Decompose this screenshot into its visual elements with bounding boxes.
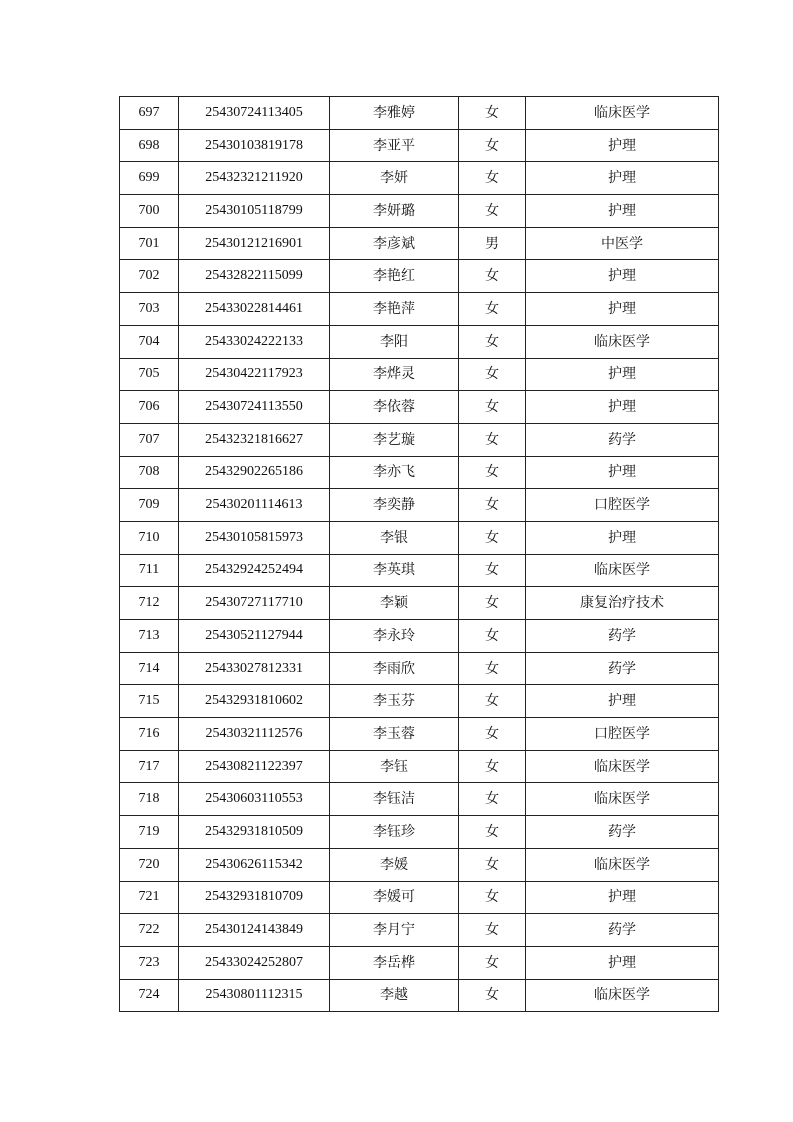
table-row [120, 97, 719, 130]
candidate-id-cell: 25430626115342 [179, 848, 330, 881]
table-row [120, 129, 719, 162]
candidate-id-cell: 25430724113405 [179, 97, 330, 130]
table-row [120, 783, 719, 816]
candidate-id-cell: 25430105118799 [179, 195, 330, 228]
candidate-id-cell: 25432321816627 [179, 423, 330, 456]
candidate-id-cell: 25432822115099 [179, 260, 330, 293]
candidate-id-cell: 25432931810602 [179, 685, 330, 718]
candidate-id-cell: 25430801112315 [179, 979, 330, 1012]
row-number-cell: 722 [120, 914, 179, 947]
gender-cell: 女 [459, 521, 526, 554]
student-name-cell: 李玉蓉 [330, 718, 459, 751]
row-number-cell: 707 [120, 423, 179, 456]
candidate-id-cell: 25432321211920 [179, 162, 330, 195]
gender-cell: 女 [459, 293, 526, 326]
candidate-id-cell: 25430124143849 [179, 914, 330, 947]
table-row [120, 652, 719, 685]
major-cell: 护理 [526, 162, 719, 195]
major-cell: 护理 [526, 260, 719, 293]
row-number-cell: 702 [120, 260, 179, 293]
table-row [120, 162, 719, 195]
major-cell: 口腔医学 [526, 718, 719, 751]
major-cell: 护理 [526, 293, 719, 326]
row-number-cell: 718 [120, 783, 179, 816]
gender-cell: 女 [459, 979, 526, 1012]
student-name-cell: 李艺璇 [330, 423, 459, 456]
table-row [120, 848, 719, 881]
row-number-cell: 708 [120, 456, 179, 489]
candidate-id-cell: 25430521127944 [179, 620, 330, 653]
table-row [120, 554, 719, 587]
gender-cell: 女 [459, 685, 526, 718]
row-number-cell: 703 [120, 293, 179, 326]
table-row [120, 718, 719, 751]
row-number-cell: 697 [120, 97, 179, 130]
roster-table-body [120, 97, 719, 1012]
student-name-cell: 李钰 [330, 750, 459, 783]
candidate-id-cell: 25430121216901 [179, 227, 330, 260]
table-row [120, 587, 719, 620]
student-name-cell: 李媛 [330, 848, 459, 881]
row-number-cell: 716 [120, 718, 179, 751]
row-number-cell: 698 [120, 129, 179, 162]
table-row [120, 358, 719, 391]
gender-cell: 女 [459, 816, 526, 849]
row-number-cell: 701 [120, 227, 179, 260]
student-name-cell: 李雨欣 [330, 652, 459, 685]
candidate-id-cell: 25430201114613 [179, 489, 330, 522]
table-row [120, 227, 719, 260]
row-number-cell: 709 [120, 489, 179, 522]
table-row [120, 816, 719, 849]
major-cell: 临床医学 [526, 325, 719, 358]
major-cell: 药学 [526, 652, 719, 685]
student-name-cell: 李亦飞 [330, 456, 459, 489]
row-number-cell: 704 [120, 325, 179, 358]
table-row [120, 391, 719, 424]
student-roster-table [119, 96, 719, 1012]
major-cell: 口腔医学 [526, 489, 719, 522]
candidate-id-cell: 25430103819178 [179, 129, 330, 162]
major-cell: 中医学 [526, 227, 719, 260]
major-cell: 护理 [526, 521, 719, 554]
table-row [120, 260, 719, 293]
student-name-cell: 李艳萍 [330, 293, 459, 326]
candidate-id-cell: 25430105815973 [179, 521, 330, 554]
candidate-id-cell: 25430422117923 [179, 358, 330, 391]
candidate-id-cell: 25433027812331 [179, 652, 330, 685]
gender-cell: 男 [459, 227, 526, 260]
student-name-cell: 李雅婷 [330, 97, 459, 130]
gender-cell: 女 [459, 423, 526, 456]
row-number-cell: 719 [120, 816, 179, 849]
major-cell: 护理 [526, 685, 719, 718]
gender-cell: 女 [459, 456, 526, 489]
gender-cell: 女 [459, 718, 526, 751]
major-cell: 药学 [526, 914, 719, 947]
row-number-cell: 710 [120, 521, 179, 554]
major-cell: 护理 [526, 391, 719, 424]
gender-cell: 女 [459, 914, 526, 947]
gender-cell: 女 [459, 162, 526, 195]
student-name-cell: 李依蓉 [330, 391, 459, 424]
major-cell: 护理 [526, 456, 719, 489]
table-row [120, 914, 719, 947]
candidate-id-cell: 25430321112576 [179, 718, 330, 751]
gender-cell: 女 [459, 587, 526, 620]
gender-cell: 女 [459, 554, 526, 587]
gender-cell: 女 [459, 391, 526, 424]
table-row [120, 979, 719, 1012]
table-row [120, 946, 719, 979]
gender-cell: 女 [459, 260, 526, 293]
row-number-cell: 721 [120, 881, 179, 914]
row-number-cell: 713 [120, 620, 179, 653]
table-row [120, 489, 719, 522]
row-number-cell: 714 [120, 652, 179, 685]
student-name-cell: 李妍 [330, 162, 459, 195]
row-number-cell: 723 [120, 946, 179, 979]
student-name-cell: 李月宁 [330, 914, 459, 947]
row-number-cell: 724 [120, 979, 179, 1012]
major-cell: 临床医学 [526, 750, 719, 783]
gender-cell: 女 [459, 358, 526, 391]
candidate-id-cell: 25432924252494 [179, 554, 330, 587]
major-cell: 护理 [526, 946, 719, 979]
candidate-id-cell: 25430821122397 [179, 750, 330, 783]
student-name-cell: 李彦斌 [330, 227, 459, 260]
gender-cell: 女 [459, 848, 526, 881]
gender-cell: 女 [459, 195, 526, 228]
major-cell: 临床医学 [526, 979, 719, 1012]
student-name-cell: 李永玲 [330, 620, 459, 653]
student-name-cell: 李岳桦 [330, 946, 459, 979]
major-cell: 临床医学 [526, 783, 719, 816]
gender-cell: 女 [459, 946, 526, 979]
gender-cell: 女 [459, 620, 526, 653]
gender-cell: 女 [459, 783, 526, 816]
major-cell: 药学 [526, 423, 719, 456]
major-cell: 临床医学 [526, 848, 719, 881]
candidate-id-cell: 25430727117710 [179, 587, 330, 620]
gender-cell: 女 [459, 489, 526, 522]
row-number-cell: 720 [120, 848, 179, 881]
row-number-cell: 711 [120, 554, 179, 587]
gender-cell: 女 [459, 750, 526, 783]
candidate-id-cell: 25432902265186 [179, 456, 330, 489]
candidate-id-cell: 25433024222133 [179, 325, 330, 358]
major-cell: 临床医学 [526, 97, 719, 130]
table-row [120, 456, 719, 489]
major-cell: 护理 [526, 881, 719, 914]
table-row [120, 195, 719, 228]
table-row [120, 620, 719, 653]
table-row [120, 293, 719, 326]
major-cell: 药学 [526, 620, 719, 653]
table-row [120, 521, 719, 554]
student-name-cell: 李妍璐 [330, 195, 459, 228]
major-cell: 护理 [526, 358, 719, 391]
row-number-cell: 699 [120, 162, 179, 195]
table-row [120, 325, 719, 358]
row-number-cell: 700 [120, 195, 179, 228]
row-number-cell: 715 [120, 685, 179, 718]
major-cell: 护理 [526, 129, 719, 162]
student-name-cell: 李亚平 [330, 129, 459, 162]
major-cell: 临床医学 [526, 554, 719, 587]
gender-cell: 女 [459, 97, 526, 130]
gender-cell: 女 [459, 129, 526, 162]
student-name-cell: 李钰洁 [330, 783, 459, 816]
candidate-id-cell: 25433022814461 [179, 293, 330, 326]
gender-cell: 女 [459, 325, 526, 358]
gender-cell: 女 [459, 652, 526, 685]
student-name-cell: 李奕静 [330, 489, 459, 522]
row-number-cell: 712 [120, 587, 179, 620]
candidate-id-cell: 25430603110553 [179, 783, 330, 816]
student-name-cell: 李艳红 [330, 260, 459, 293]
table-row [120, 423, 719, 456]
candidate-id-cell: 25432931810509 [179, 816, 330, 849]
row-number-cell: 705 [120, 358, 179, 391]
student-name-cell: 李越 [330, 979, 459, 1012]
row-number-cell: 717 [120, 750, 179, 783]
student-name-cell: 李银 [330, 521, 459, 554]
gender-cell: 女 [459, 881, 526, 914]
student-name-cell: 李阳 [330, 325, 459, 358]
table-row [120, 750, 719, 783]
major-cell: 护理 [526, 195, 719, 228]
table-row [120, 685, 719, 718]
student-name-cell: 李颖 [330, 587, 459, 620]
candidate-id-cell: 25432931810709 [179, 881, 330, 914]
student-name-cell: 李英琪 [330, 554, 459, 587]
candidate-id-cell: 25433024252807 [179, 946, 330, 979]
student-name-cell: 李烨灵 [330, 358, 459, 391]
row-number-cell: 706 [120, 391, 179, 424]
candidate-id-cell: 25430724113550 [179, 391, 330, 424]
major-cell: 康复治疗技术 [526, 587, 719, 620]
student-name-cell: 李玉芬 [330, 685, 459, 718]
student-name-cell: 李媛可 [330, 881, 459, 914]
table-row [120, 881, 719, 914]
major-cell: 药学 [526, 816, 719, 849]
student-name-cell: 李钰珍 [330, 816, 459, 849]
